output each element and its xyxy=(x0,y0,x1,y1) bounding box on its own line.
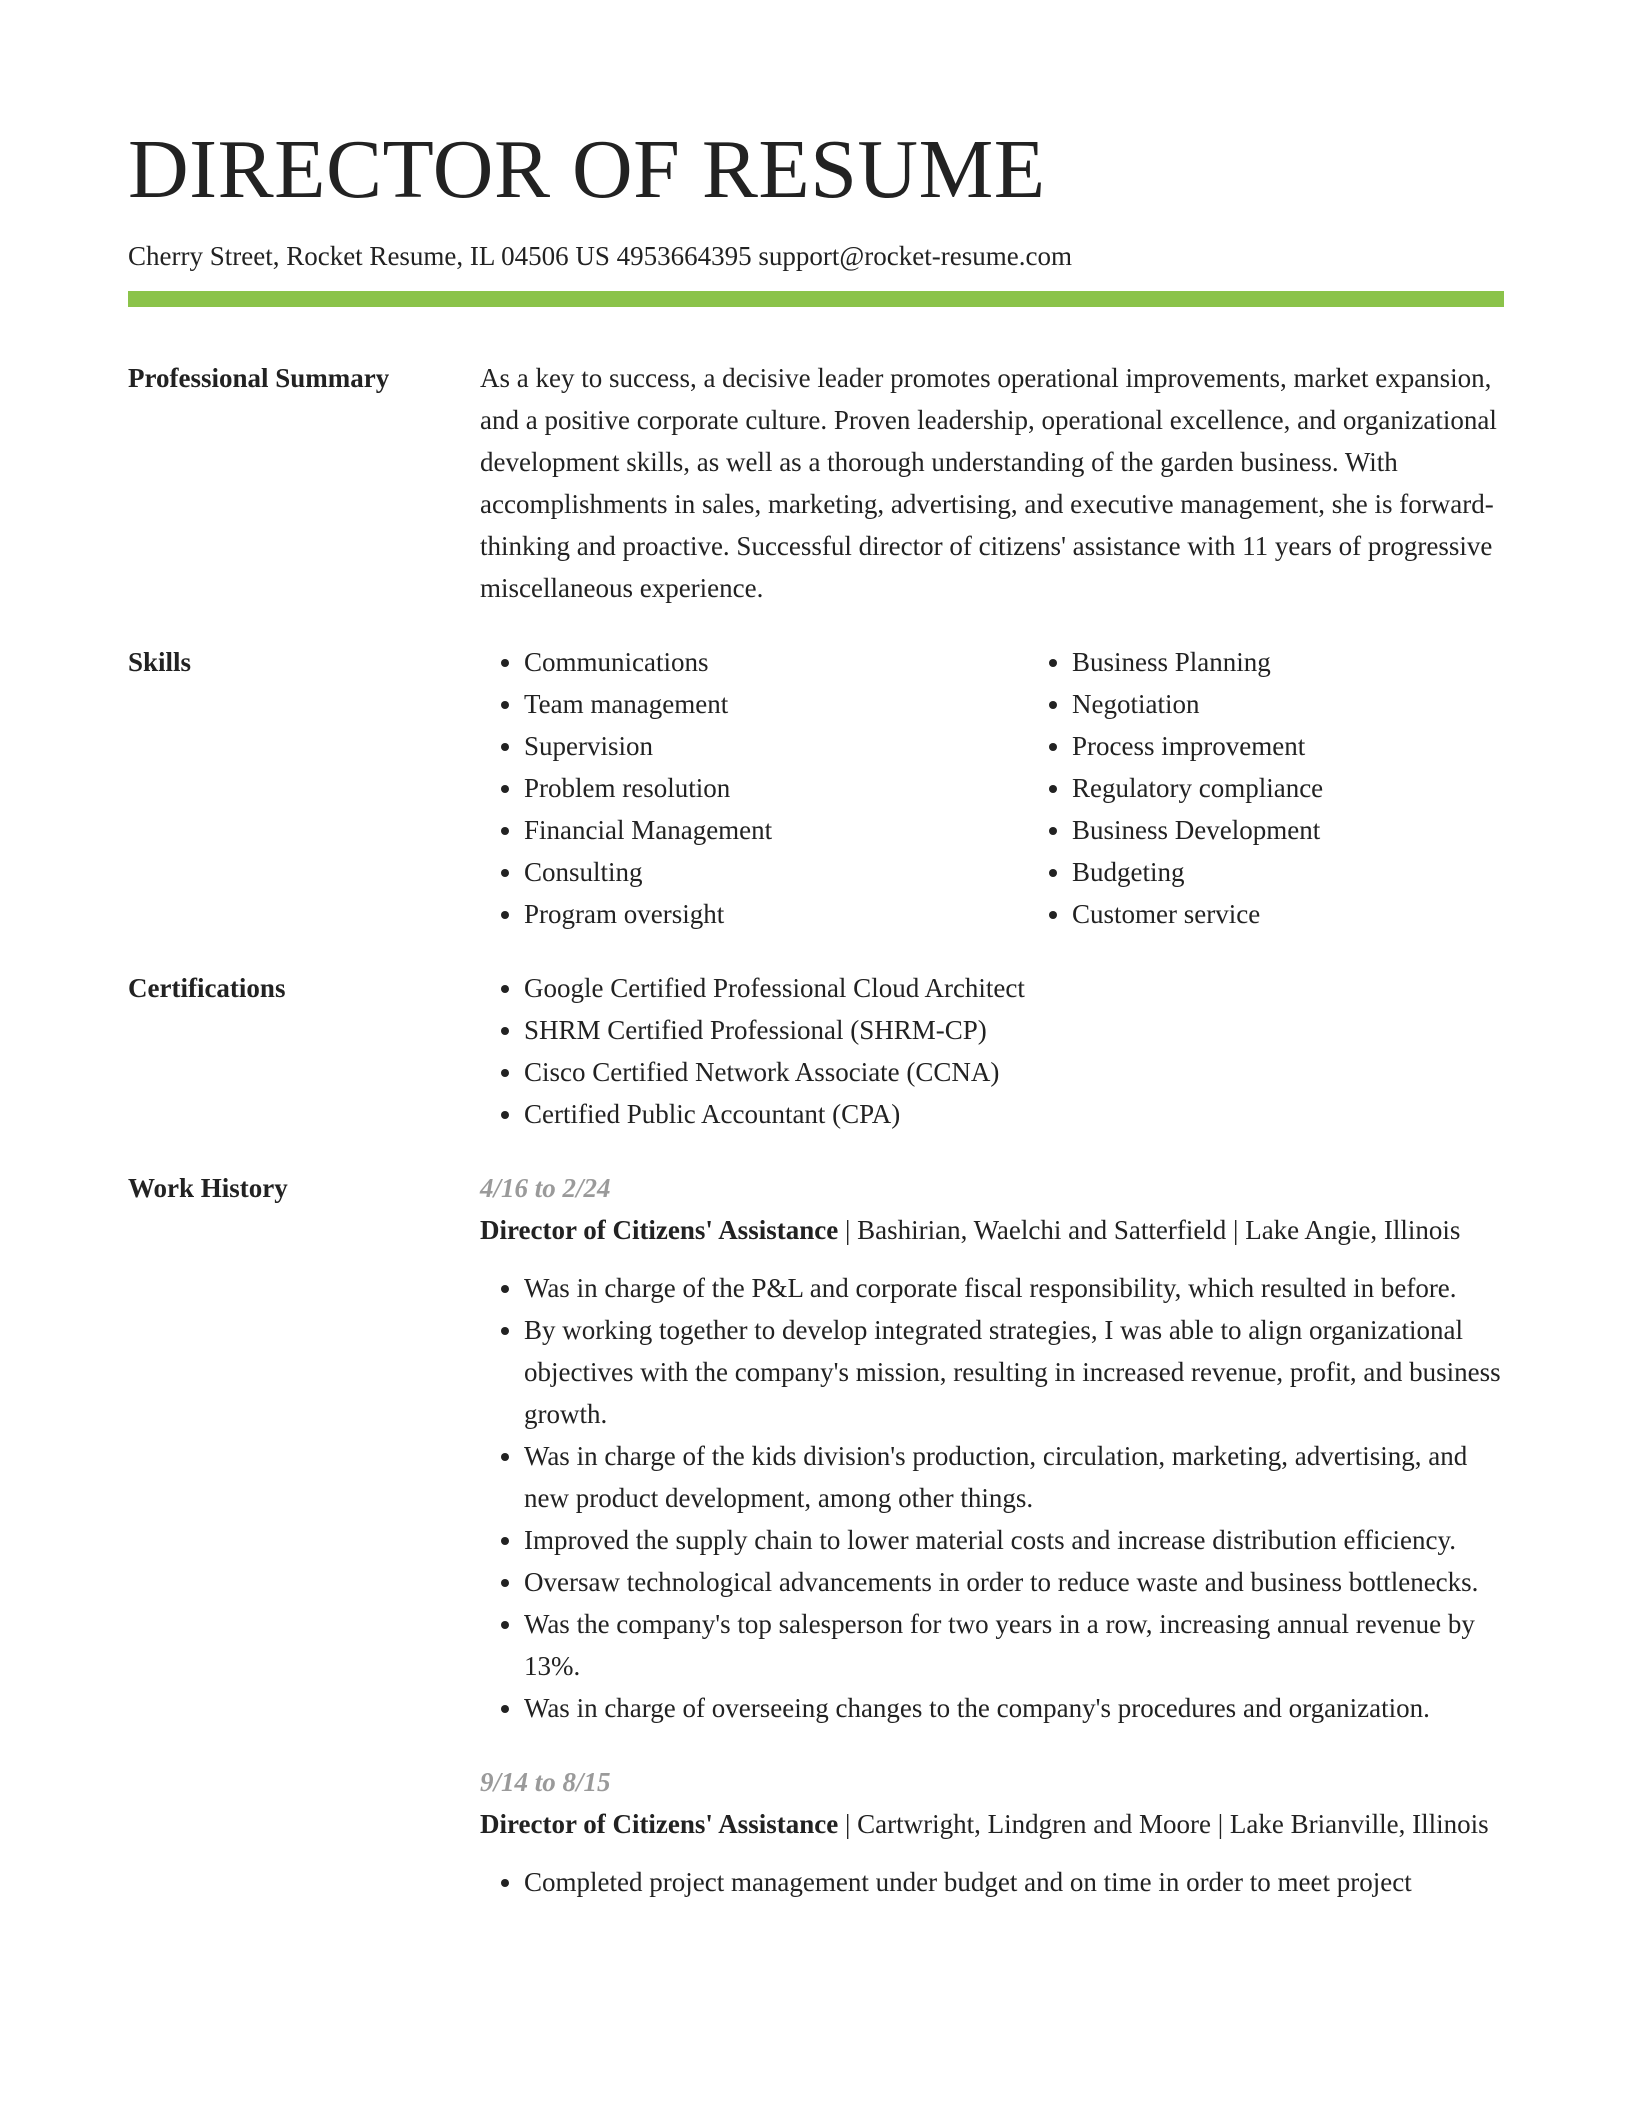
job-bullet: • Was in charge of overseeing changes to the company's procedures and organization. xyxy=(524,1687,1504,1729)
work-history-section xyxy=(128,1167,1504,1903)
skill-item: • Customer service xyxy=(1072,893,1576,935)
certifications-label: Certifications xyxy=(128,973,286,1004)
job-entry xyxy=(480,1761,1504,1903)
skill-item: • Problem resolution xyxy=(524,767,1028,809)
job-bullet: • Completed project management under budget and on time in order to meet project xyxy=(524,1861,1504,1903)
certification-item: • Google Certified Professional Cloud Architect xyxy=(524,967,1504,1009)
work-history-label: Work History xyxy=(128,1173,288,1204)
certifications-list xyxy=(480,967,1504,1135)
certifications-section xyxy=(128,967,1504,1135)
skills-list-left xyxy=(480,641,1028,935)
summary-label: Professional Summary xyxy=(128,363,390,394)
resume-name: DIRECTOR OF RESUME xyxy=(128,123,1046,216)
job-details: | Cartwright, Lindgren and Moore | Lake Brianville, Illinois xyxy=(838,1809,1489,1840)
skill-item: • Team management xyxy=(524,683,1028,725)
resume-page xyxy=(128,118,1504,1903)
skill-item: • Program oversight xyxy=(524,893,1028,935)
job-heading xyxy=(480,1209,1504,1251)
job-bullet: • Improved the supply chain to lower material costs and increase distribution efficiency. xyxy=(524,1519,1504,1561)
job-heading xyxy=(480,1803,1504,1845)
skill-item: • Process improvement xyxy=(1072,725,1576,767)
skill-item: • Financial Management xyxy=(524,809,1028,851)
job-dates: 9/14 to 8/15 xyxy=(480,1767,611,1798)
job-bullet: • Was in charge of the kids division's production, circulation, marketing, advertising, and new product development, among other things. xyxy=(524,1435,1504,1519)
header-divider xyxy=(128,291,1504,307)
job-details: | Bashirian, Waelchi and Satterfield | Lake Angie, Illinois xyxy=(838,1215,1461,1246)
skills-section xyxy=(128,641,1504,935)
job-bullet: • Was the company's top salesperson for two years in a row, increasing annual revenue by 13%. xyxy=(524,1603,1504,1687)
certification-item: • SHRM Certified Professional (SHRM-CP) xyxy=(524,1009,1504,1051)
certification-item: • Cisco Certified Network Associate (CCNA) xyxy=(524,1051,1504,1093)
skill-item: • Budgeting xyxy=(1072,851,1576,893)
job-bullet: • Was in charge of the P&L and corporate fiscal responsibility, which resulted in before. xyxy=(524,1267,1504,1309)
job-entry xyxy=(480,1167,1504,1729)
skill-item: • Business Planning xyxy=(1072,641,1576,683)
skill-item: • Negotiation xyxy=(1072,683,1576,725)
job-bullet: • Oversaw technological advancements in order to reduce waste and business bottlenecks. xyxy=(524,1561,1504,1603)
job-title: Director of Citizens' Assistance xyxy=(480,1215,839,1246)
summary-text: As a key to success, a decisive leader promotes operational improvements, market expansion, and a positive corporate culture. Proven leadership, operational excellence, and organizational development skills, as well as a thorough understanding of the garden business. With accomplishments in sales, marketing, advertising, and executive management, she is forward-thinking and proactive. Successful director of citizens' assistance with 11 years of progressive miscellaneous experience. xyxy=(480,363,1497,604)
skill-item: • Consulting xyxy=(524,851,1028,893)
skill-item: • Supervision xyxy=(524,725,1028,767)
contact-phone: 4953664395 xyxy=(616,241,752,271)
skill-item: • Business Development xyxy=(1072,809,1576,851)
contact-address: Cherry Street, Rocket Resume, IL 04506 US xyxy=(128,241,610,271)
contact-line xyxy=(128,240,1504,272)
contact-email: support@rocket-resume.com xyxy=(758,241,1072,271)
job-bullet: • By working together to develop integrated strategies, I was able to align organizational objectives with the company's mission, resulting in increased revenue, profit, and business growth. xyxy=(524,1309,1504,1435)
skills-label: Skills xyxy=(128,647,192,678)
summary-section xyxy=(128,357,1504,609)
job-bullets xyxy=(480,1267,1504,1729)
job-bullets xyxy=(480,1861,1504,1903)
job-title: Director of Citizens' Assistance xyxy=(480,1809,839,1840)
certification-item: • Certified Public Accountant (CPA) xyxy=(524,1093,1504,1135)
skills-list-right xyxy=(1028,641,1576,935)
skill-item: • Regulatory compliance xyxy=(1072,767,1576,809)
skill-item: • Communications xyxy=(524,641,1028,683)
job-dates: 4/16 to 2/24 xyxy=(480,1173,611,1204)
